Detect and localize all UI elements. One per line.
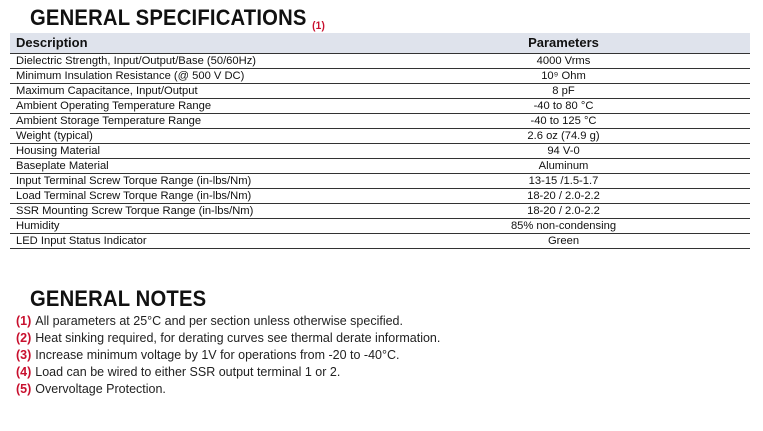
spec-description: Baseplate Material [10, 159, 377, 174]
spec-parameter: 10⁹ Ohm [377, 69, 750, 84]
table-row [10, 204, 750, 219]
spec-description: Input Terminal Screw Torque Range (in-lbs/Nm) [10, 174, 377, 189]
table-row [10, 144, 750, 159]
spec-description: Minimum Insulation Resistance (@ 500 V DC) [10, 69, 377, 84]
table-row [10, 84, 750, 99]
note-text: Increase minimum voltage by 1V for operations from -20 to -40°C. [35, 348, 400, 362]
table-row [10, 114, 750, 129]
spec-parameter: 2.6 oz (74.9 g) [377, 129, 750, 144]
note-number: (2) [16, 331, 32, 345]
note-text: Overvoltage Protection. [35, 382, 166, 396]
spec-parameter: 4000 Vrms [377, 54, 750, 69]
table-row [10, 129, 750, 144]
table-row [10, 219, 750, 234]
note-number: (4) [16, 365, 32, 379]
spec-parameter: 18-20 / 2.0-2.2 [377, 189, 750, 204]
list-item [16, 364, 440, 381]
spec-description: Humidity [10, 219, 377, 234]
spec-parameter: 8 pF [377, 84, 750, 99]
heading-text: GENERAL SPECIFICATIONS [30, 5, 307, 30]
spec-description: Ambient Operating Temperature Range [10, 99, 377, 114]
spec-description: LED Input Status Indicator [10, 234, 377, 249]
spec-description: Dielectric Strength, Input/Output/Base (50/60Hz) [10, 54, 377, 69]
specifications-table-body [10, 54, 750, 249]
description-column-header: Description [10, 33, 377, 54]
general-specifications-heading [30, 5, 325, 32]
parameters-column-header: Parameters [377, 33, 750, 54]
table-row [10, 159, 750, 174]
note-number: (1) [16, 314, 32, 328]
list-item [16, 347, 440, 364]
spec-parameter: 85% non-condensing [377, 219, 750, 234]
table-header-row [10, 33, 750, 54]
table-row [10, 174, 750, 189]
spec-parameter: -40 to 80 °C [377, 99, 750, 114]
spec-parameter: 94 V-0 [377, 144, 750, 159]
spec-parameter: 13-15 /1.5-1.7 [377, 174, 750, 189]
spec-description: Ambient Storage Temperature Range [10, 114, 377, 129]
specifications-table [10, 33, 750, 249]
table-row [10, 99, 750, 114]
spec-parameter: -40 to 125 °C [377, 114, 750, 129]
spec-description: Weight (typical) [10, 129, 377, 144]
spec-description: SSR Mounting Screw Torque Range (in-lbs/Nm) [10, 204, 377, 219]
spec-description: Maximum Capacitance, Input/Output [10, 84, 377, 99]
general-notes-heading: GENERAL NOTES [30, 286, 207, 311]
table-row [10, 69, 750, 84]
note-number: (3) [16, 348, 32, 362]
table-row [10, 234, 750, 249]
list-item [16, 381, 440, 398]
spec-parameter: 18-20 / 2.0-2.2 [377, 204, 750, 219]
list-item [16, 313, 440, 330]
table-row [10, 189, 750, 204]
note-text: Load can be wired to either SSR output terminal 1 or 2. [35, 365, 341, 379]
note-text: All parameters at 25°C and per section unless otherwise specified. [35, 314, 403, 328]
list-item [16, 330, 440, 347]
spec-description: Load Terminal Screw Torque Range (in-lbs/Nm) [10, 189, 377, 204]
footnote-ref: (1) [312, 20, 326, 32]
note-number: (5) [16, 382, 32, 396]
table-row [10, 54, 750, 69]
note-text: Heat sinking required, for derating curves see thermal derate information. [35, 331, 441, 345]
spec-description: Housing Material [10, 144, 377, 159]
general-notes-list [16, 313, 440, 398]
spec-parameter: Aluminum [377, 159, 750, 174]
spec-parameter: Green [377, 234, 750, 249]
